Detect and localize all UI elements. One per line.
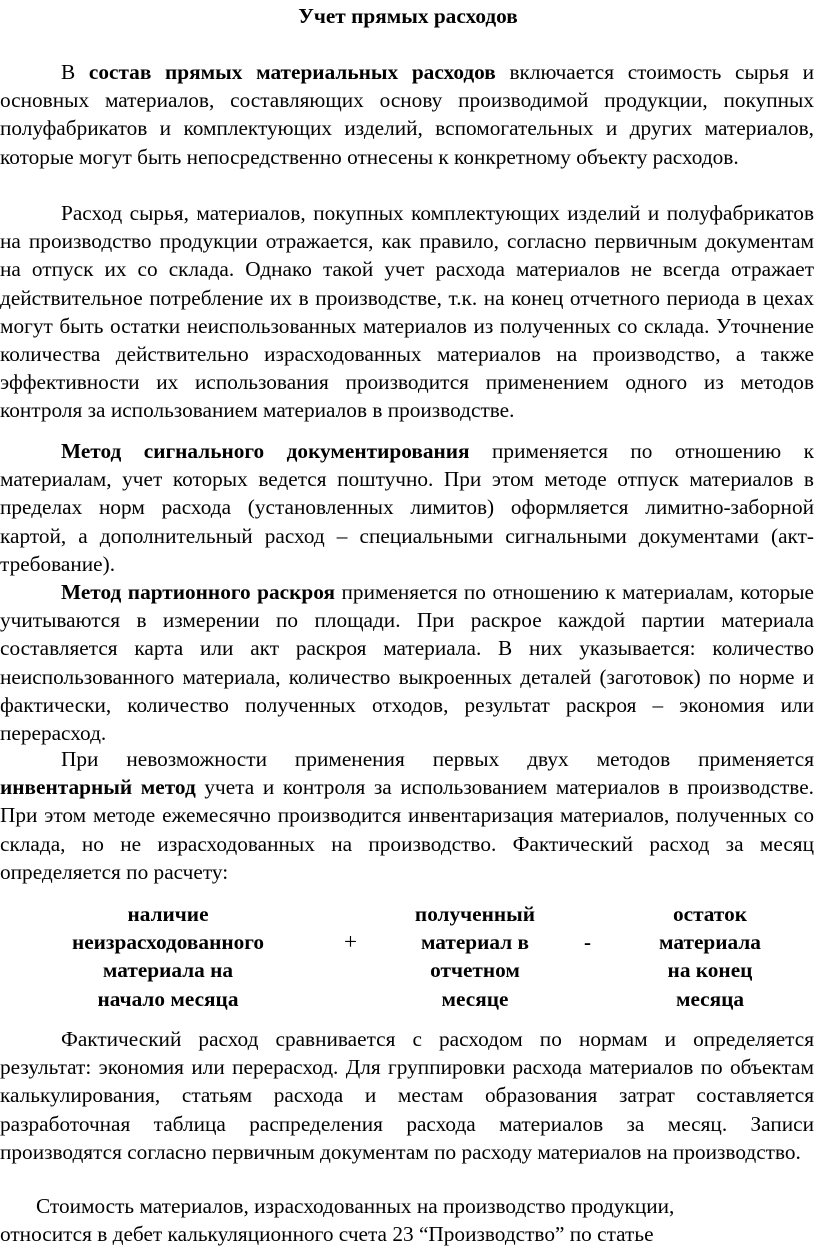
consumption-formula xyxy=(0,900,816,1012)
paragraph-signal-documentation xyxy=(0,437,814,578)
paragraph-actual-vs-norm xyxy=(0,1025,814,1166)
paragraph-material-consumption xyxy=(0,199,814,425)
formula-term-opening-balance: наличие неизрасходованного материала на начало месяца xyxy=(71,902,265,1011)
paragraph-inventory-method xyxy=(0,745,814,886)
term-signal-documentation: Метод сигнального документирования xyxy=(61,439,470,463)
paragraph-lead: В xyxy=(61,60,89,84)
paragraph-text: учета и контроля за использованием материалов в производстве. При этом методе ежемесячно производится инвентаризация материалов, полученных со склада, но не израсходованных на производство. Фактический расход за месяц определяется по расчету: xyxy=(0,775,814,884)
formula-plus-sign: + xyxy=(344,929,357,954)
paragraph-direct-material-costs xyxy=(0,58,814,171)
formula-term-closing-balance: остаток материала на конец месяца xyxy=(659,902,761,1011)
page-title: Учет прямых расходов xyxy=(298,4,518,28)
term-direct-material-costs: состав прямых материальных расходов xyxy=(88,60,496,84)
paragraph-text: Фактический расход сравнивается с расходом по нормам и определяется результат: экономия или перерасход. Для группировки расхода материалов по объектам калькулирования, статьям расхода и местам образования затрат составляется разработочная таблица распределения расхода материалов за месяц. Записи производятся согласно первичным документам по расходу материалов на производство. xyxy=(0,1027,814,1164)
paragraph-text: применяется по отношению к материалам, которые учитываются в измерении по площади. При раскрое каждой партии материала составляется карта или акт раскроя материала. В них указывается: количество неиспользованного материала, количество выкроенных деталей (заготовок) по норме и фактически, количество полученных отходов, результат раскроя – экономия или перерасход. xyxy=(0,580,814,746)
paragraph-cost-allocation xyxy=(0,1192,800,1248)
formula-term-received-material: полученный материал в отчетном месяце xyxy=(414,902,536,1011)
paragraph-text: применяется по отношению к материалам, учет которых ведется поштучно. При этом методе отпуск материалов в пределах норм расхода (установленных лимитов) оформляется лимитно-заборной картой, а дополнительный расход – специальными сигнальными документами (акт-требование). xyxy=(0,439,814,576)
paragraph-lead: При невозможности применения первых двух методов применяется xyxy=(61,747,814,771)
paragraph-line-2: относится в дебет калькуляционного счета 23 “Производство” по статье xyxy=(0,1222,654,1247)
paragraph-text: включается стоимость сырья и основных материалов, составляющих основу производимой продукции, покупных полуфабрикатов и комплектующих изделий, вспомогательных и других материалов, которые могут быть непосредственно отнесены к конкретному объекту расходов. xyxy=(0,60,815,169)
paragraph-batch-cutting xyxy=(0,578,814,747)
paragraph-line-1: Стоимость материалов, израсходованных на производство продукции, xyxy=(36,1194,675,1218)
term-batch-cutting: Метод партионного раскроя xyxy=(61,580,335,604)
term-inventory-method: инвентарный метод xyxy=(0,775,196,800)
paragraph-text: Расход сырья, материалов, покупных комплектующих изделий и полуфабрикатов на производство продукции отражается, как правило, согласно первичным документам на отпуск их со склада. Однако такой учет расхода материалов не всегда отражает действительное потребление их в производстве, т.к. на конец отчетного периода в цехах могут быть остатки неиспользованных материалов из полученных со склада. Уточнение количества действительно израсходованных материалов на производство, а также эффективности их использования производится применением одного из методов контроля за использованием материалов в производстве. xyxy=(0,201,814,423)
formula-minus-sign: - xyxy=(584,930,591,954)
